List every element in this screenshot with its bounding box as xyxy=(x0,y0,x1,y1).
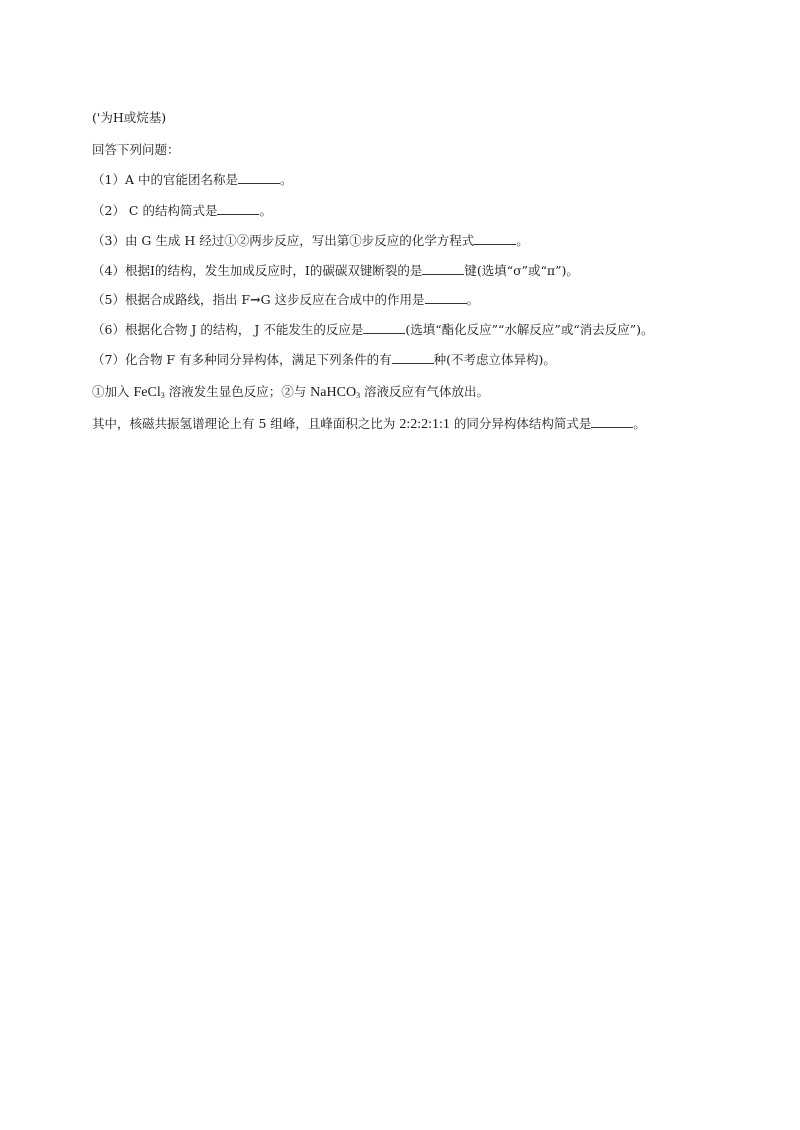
answer-blank xyxy=(363,322,405,334)
substituent-note: ('为H或烷基) xyxy=(92,110,167,125)
question-6: （6）根据化合物 J 的结构， J 不能发生的反应是 (选填“酯化反应”“水解反应”或“消去反应”)。 xyxy=(92,322,654,337)
question-4: （4）根据I的结构，发生加成反应时，I的碳碳双键断裂的是 键(选填“σ”或“π”)。 xyxy=(92,263,579,278)
question-1: （1）A 中的官能团名称是 。 xyxy=(92,172,293,187)
answer-blank xyxy=(425,292,467,304)
answer-blank xyxy=(591,416,633,428)
answer-blank xyxy=(238,172,280,184)
formula-fecl3: FeCl$_3$ xyxy=(133,385,165,400)
peak-ratio: 2:2:2:1:1 xyxy=(399,417,450,432)
answer-blank xyxy=(217,203,259,215)
formula-nahco3: NaHCO$_3$ xyxy=(310,385,361,400)
question-7: （7）化合物 F 有多种同分异构体，满足下列条件的有 种(不考虑立体异构)。 xyxy=(92,352,556,367)
reaction-arrow: → xyxy=(250,292,261,307)
final-question: 其中，核磁共振氢谱理论上有 5 组峰，且峰面积之比为 2:2:2:1:1 的同分异构体结构简式是 。 xyxy=(92,416,646,432)
question-2: （2） C 的结构简式是 。 xyxy=(92,203,272,218)
question-5: （5）根据合成路线，指出 F→G 这步反应在合成中的作用是 。 xyxy=(92,292,480,307)
conditions-line: ①加入 FeCl$_3$ 溶液发生显色反应；②与 NaHCO$_3$ 溶液反应有气体放出。 xyxy=(92,384,490,400)
question-3: （3）由 G 生成 H 经过①②两步反应，写出第①步反应的化学方程式 。 xyxy=(92,233,529,248)
answer-blank xyxy=(422,263,464,275)
answer-blank xyxy=(392,352,434,364)
answer-blank xyxy=(474,233,516,245)
section-intro: 回答下列问题： xyxy=(92,142,180,157)
